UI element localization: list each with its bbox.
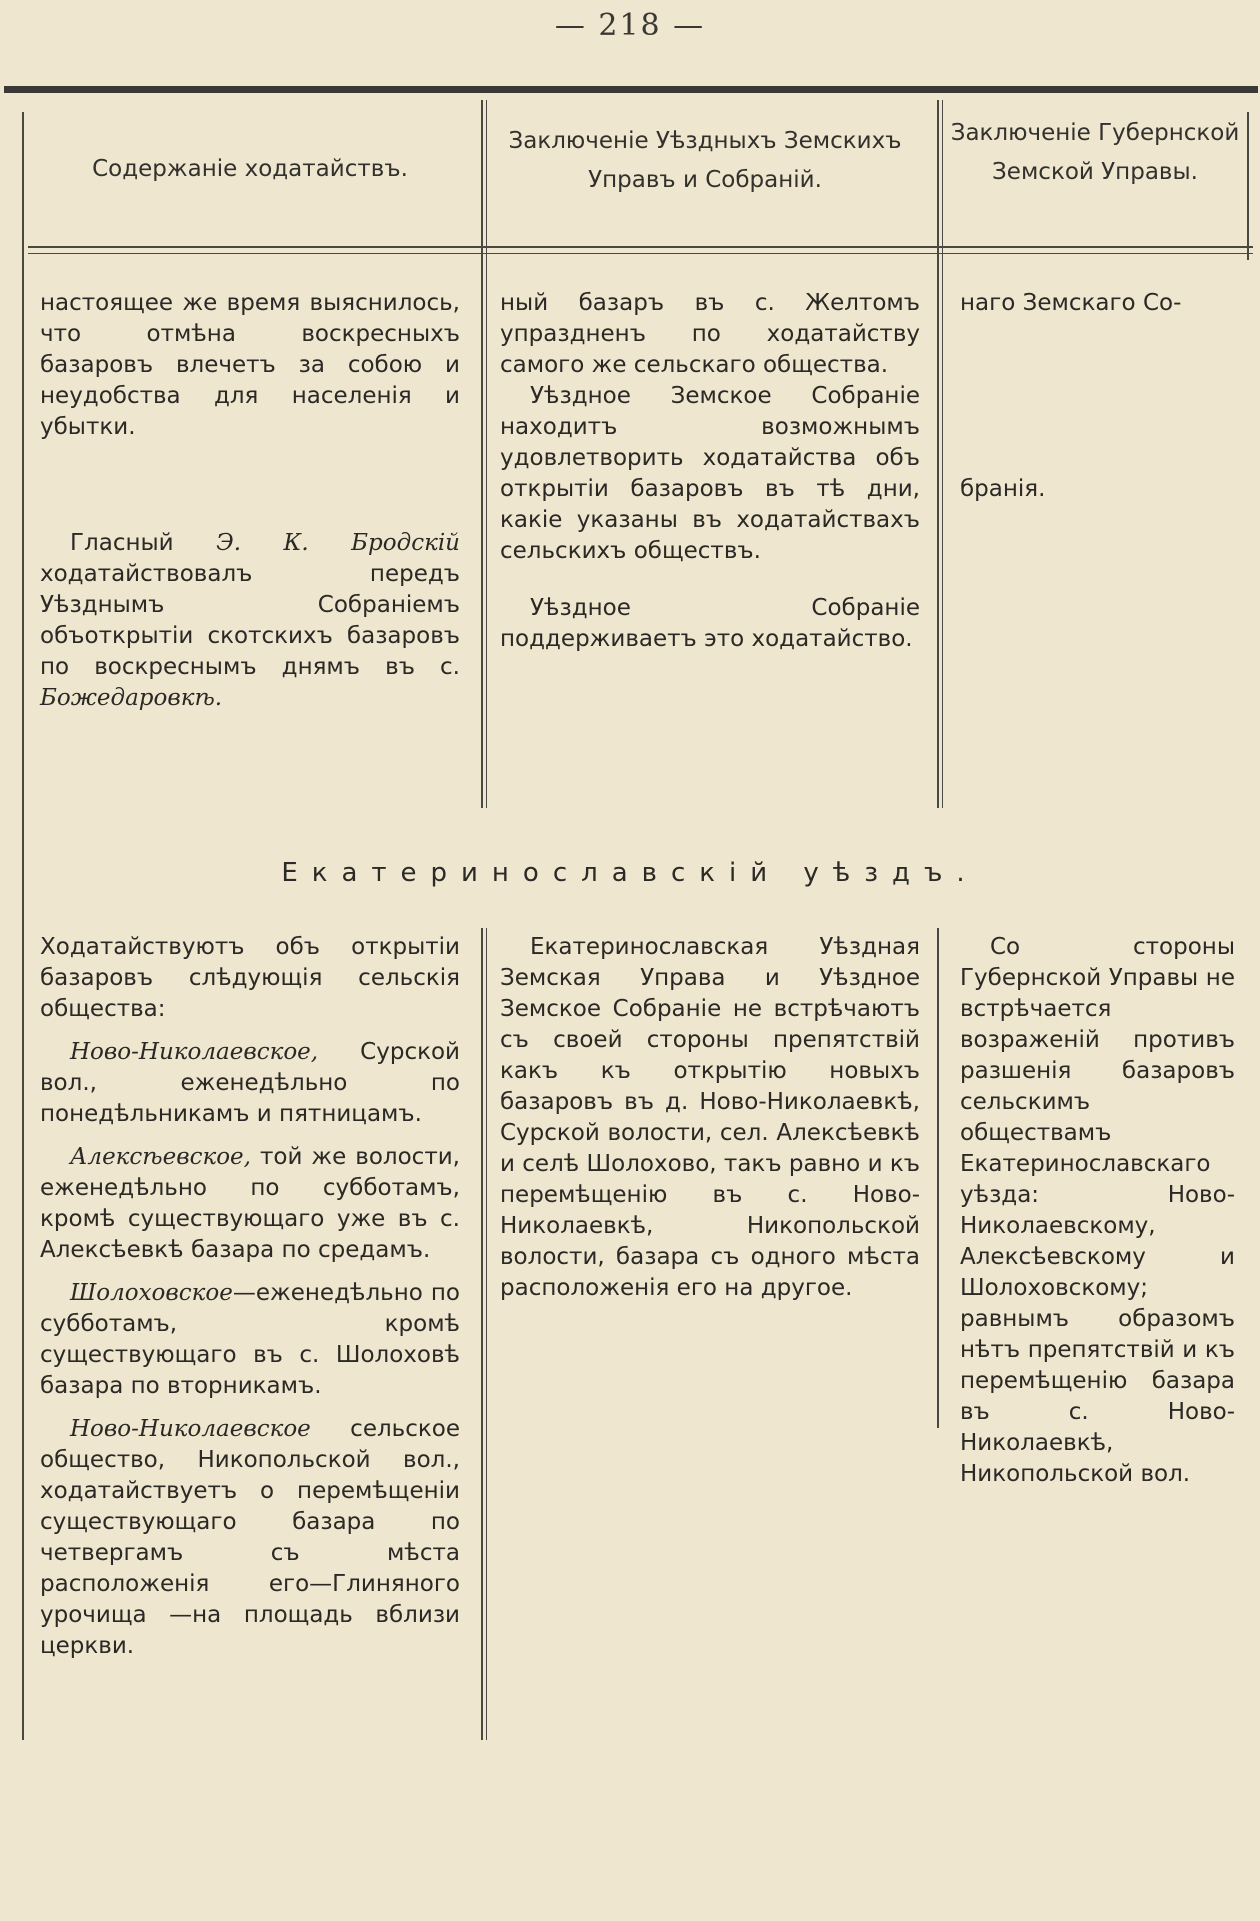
petition-body: ходатайствовалъ передъ Уѣзднымъ Собраніемъ объоткрытіи скотскихъ базаровъ по воскреснымъ днямъ въ с.: [40, 561, 460, 680]
block1-contents: [40, 288, 460, 714]
section-title: Екатеринославскій уѣздъ.: [281, 858, 979, 888]
block2-district-text: Екатеринославская Уѣздная Земская Управа и Уѣздное Земское Собраніе не встрѣчаютъ съ своей стороны препятствій какъ къ открытію новыхъ базаровъ въ д. Ново-Николаевкѣ, Сурской волости, сел. Алексѣевкѣ и селѣ Шолохово, такъ равно и къ перемѣщенію въ с. Ново-Николаевкѣ, Никопольской волости, базара съ одного мѣста расположенія его на другое.: [500, 934, 920, 1301]
community-name: Ново-Николаевское,: [70, 1039, 319, 1065]
block2-intro: Ходатайствуютъ объ открытіи базаровъ слѣдующія сельскія общества:: [40, 934, 460, 1022]
block2-sholokhovskoe: [40, 1278, 460, 1402]
column-divider-1: [481, 100, 483, 808]
block1-district-text-2: Уѣздное Земское Собраніе находитъ возможнымъ удовлетворить ходатайства объ открытіи базаровъ въ тѣ дни, какіе указаны въ ходатайствахъ сельскихъ обществъ.: [500, 383, 920, 564]
block1-provincial-text-1: наго Земскаго Со-: [960, 290, 1182, 316]
column-divider-right: [1247, 112, 1249, 260]
block1-district-text-1: ный базаръ въ с. Желтомъ упраздненъ по ходатайству самого же сельскаго общества.: [500, 290, 920, 378]
community-body: сельское общество, Никопольской вол., ходатайствуетъ о перемѣщеніи существующаго базара по четвергамъ съ мѣста расположенія его—Глиняного урочища —на площадь вблизи церкви.: [40, 1416, 460, 1659]
header-rule-secondary: [28, 253, 1253, 254]
petition-lead: Гласный: [70, 530, 217, 556]
top-rule: [4, 86, 1258, 93]
column-divider-2b: [942, 100, 943, 808]
deputy-name: Э. К. Бродскій: [216, 530, 460, 556]
block1-brodsky-petition: [40, 528, 460, 714]
column-divider-2: [937, 100, 939, 808]
header-contents: Содержаніе ходатайствъ.: [92, 156, 408, 182]
block2-contents: [40, 932, 460, 1662]
column-divider-left: [22, 112, 24, 1740]
block2-provincial-conclusion: [960, 932, 1235, 1490]
block1-district-conclusion: [500, 288, 920, 655]
block1-district-text-3: Уѣздное Собраніе поддерживаетъ это ходатайство.: [500, 595, 920, 652]
page-number: — 218 —: [554, 8, 706, 43]
community-body: той же волости, еженедѣльно по субботамъ, кромѣ существующаго уже въ с. Алексѣевкѣ базара по средамъ.: [40, 1144, 460, 1263]
block2-novo-nikolaevskoe-nikopolskaya: [40, 1414, 460, 1662]
block2-district-conclusion: [500, 932, 920, 1304]
community-body: Сурской вол., еженедѣльно по понедѣльникамъ и пятницамъ.: [40, 1039, 460, 1127]
community-body: —еженедѣльно по субботамъ, кромѣ существующаго въ с. Шолоховѣ базара по вторникамъ.: [40, 1280, 460, 1399]
community-name: Ново-Николаевское: [70, 1416, 311, 1442]
column-divider-2-lower: [937, 928, 939, 1428]
block1-provincial-text-2: бранія.: [960, 476, 1046, 502]
block1-provincial-conclusion: [960, 288, 1235, 505]
village-name: Божедаровкѣ.: [40, 685, 223, 711]
column-divider-1-lower: [481, 928, 483, 1740]
block2-alekseevskoe: [40, 1142, 460, 1266]
block2-novo-nikolaevskoe-surskaya: [40, 1037, 460, 1130]
header-district-conclusion: Заключеніе Уѣздныхъ Земскихъ Управъ и Собраній.: [508, 128, 902, 193]
community-name: Алексѣевское,: [70, 1144, 251, 1170]
column-divider-1b-lower: [486, 928, 487, 1740]
block2-provincial-text: Со стороны Губернской Управы не встрѣчается возраженій противъ разшенія базаровъ сельскимъ обществамъ Екатеринославскаго уѣзда: Ново-Николаевскому, Алексѣевскому и Шолоховскому; равнымъ образомъ нѣтъ препятствій и къ перемѣщенію базара въ с. Ново-Николаевкѣ, Никопольской вол.: [960, 934, 1235, 1487]
header-rule: [28, 246, 1253, 248]
header-provincial-conclusion: Заключеніе Губернской Земской Управы.: [950, 120, 1240, 185]
community-name: Шолоховское: [70, 1280, 233, 1306]
column-divider-1b: [486, 100, 487, 808]
block1-contents-text: настоящее же время выяснилось, что отмѣна воскресныхъ базаровъ влечетъ за собою и неудобства для населенія и убытки.: [40, 290, 460, 440]
